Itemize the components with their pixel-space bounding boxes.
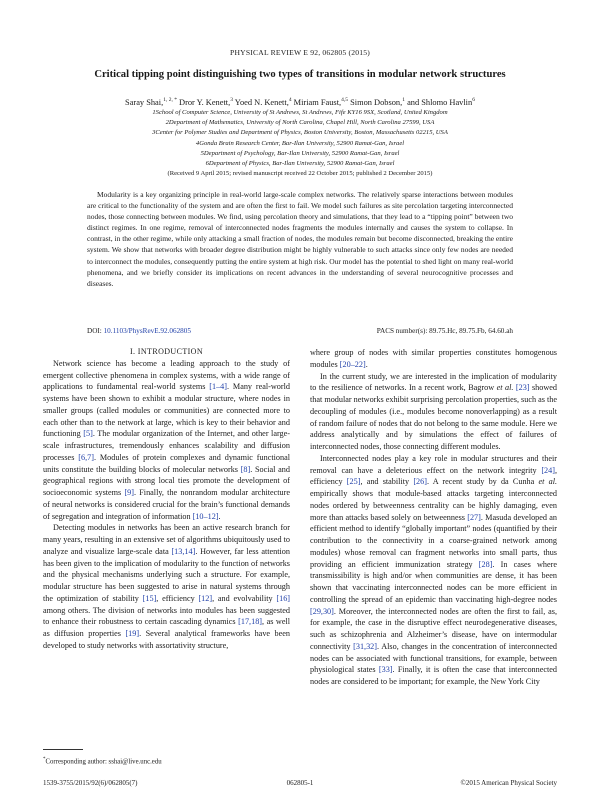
- citation-link[interactable]: [8]: [240, 464, 251, 474]
- body-text: , as well as diffusion properties: [43, 617, 290, 638]
- citation-link[interactable]: [28]: [478, 559, 493, 569]
- author-affiliation-mark: 4,5: [341, 97, 348, 103]
- body-text: et al.: [496, 383, 514, 393]
- citation-link[interactable]: [16]: [276, 593, 291, 603]
- body-text: Detecting modules in networks has been an active research branch for many years, resulting in an extensive set of algorithms ubiquitously used to analyze and visualize large-scale data: [43, 523, 290, 556]
- body-text: .: [365, 359, 368, 369]
- doi-label: DOI:: [87, 327, 102, 335]
- citation-link[interactable]: [27]: [467, 512, 481, 522]
- body-text: In the current study, we are interested in the implication of modularity to the resilience of networks. In a recent work, Bagrow: [310, 371, 557, 393]
- author-affiliation-mark: 6: [472, 97, 475, 103]
- body-text: empirically shows that module-based attacks targeting interconnected nodes ordered by betweenness centrality can be highly damaging, even more than attacks based solely on betweenness: [310, 489, 557, 522]
- body-text: . Several analytical frameworks have been developed to study networks with assortativity structure,: [43, 629, 290, 650]
- body-text: where group of nodes with similar properties constitutes homogenous modules: [310, 348, 557, 369]
- body-text: . However, far less attention has been given to the implication of modularity to the function of networks and the physical mechanisms underlying such a structure. For example, modular structure has been suggested to arise in natural systems through the optimization of stability: [43, 546, 290, 603]
- body-text: , efficiency: [156, 593, 199, 603]
- body-text: , efficiency: [310, 465, 557, 487]
- citation-link[interactable]: [12]: [198, 593, 213, 603]
- body-text: . Social and geographical regions with strong local ties promote the development of socioeconomic systems: [43, 464, 290, 497]
- body-paragraph: [43, 358, 290, 523]
- citation-link[interactable]: [15]: [142, 593, 157, 603]
- footnote: [43, 757, 162, 765]
- author-affiliation-mark: 3: [230, 97, 233, 103]
- body-text: , and evolvability: [212, 593, 277, 603]
- body-text: , and stability: [360, 477, 414, 487]
- body-text: .: [218, 511, 221, 521]
- author-name: Yoed N. Kenett,: [234, 97, 289, 107]
- body-text: among others. The division of networks into modules has been suggested to enhance their robustness to certain cascading dynamics: [43, 605, 290, 627]
- citation-link[interactable]: [31,32]: [353, 641, 377, 651]
- body-text: . Also, changes in the concentration of interconnected nodes can be associated with functional transitions, for example, between physiological states: [310, 641, 557, 675]
- citation-link[interactable]: [10–12]: [192, 511, 219, 521]
- body-text: . The modular organization of the Internet, and other large-scale infrastructures, tremendously enhances scalability and diffusion processes: [43, 429, 290, 462]
- author-affiliation-mark: 1: [402, 97, 405, 103]
- left-column: [43, 346, 290, 652]
- body-text: et al.: [538, 477, 558, 487]
- author-name: and Shlomo Havlin: [407, 97, 473, 107]
- author-name: Saray Shai,: [125, 97, 164, 107]
- section-heading: I. INTRODUCTION: [129, 347, 204, 356]
- footer-page-number: 062805-1: [286, 779, 314, 787]
- author-affiliation-mark: 4: [288, 97, 292, 103]
- body-paragraph: [310, 347, 557, 371]
- affiliations: [40, 108, 560, 179]
- body-text: . Moreover, the interconnected nodes are often the first to fail, as, for example, the case in the disruptive effect neurodegenerative diseases, such as schizophrenia and Alzheimer’s disease, have on intermodular connectivity: [310, 606, 557, 651]
- affiliation-6: 6Department of Physics, Bar-Ilan University, 52900 Ramat-Gan, Israel: [205, 160, 395, 168]
- affiliation-2: 2Department of Mathematics, University of North Carolina, Chapel Hill, North Carolina 27599, USA: [165, 119, 435, 127]
- body-text: . Finally, the nonrandom modular architecture of neural networks is considered crucial for the brain’s functional demands of segregation and integration of information: [43, 488, 290, 521]
- affiliation-3: 3Center for Polymer Studies and Department of Physics, Boston University, Boston, Massachusetts 02215, USA: [152, 129, 448, 137]
- body-paragraph: [310, 371, 557, 453]
- citation-link[interactable]: [1–4]: [209, 382, 227, 392]
- footer-issn: 1539-3755/2015/92(6)/062805(7): [43, 779, 138, 787]
- author-name: Simon Dobson,: [350, 97, 403, 107]
- footnote-rule: [43, 749, 83, 750]
- citation-link[interactable]: [25]: [346, 477, 361, 487]
- citation-link[interactable]: [23]: [515, 383, 530, 393]
- citation-link[interactable]: [26]: [413, 477, 427, 487]
- affiliation-4: 4Gonda Brain Research Center, Bar-Ilan University, 52900 Ramat-Gan, Israel: [195, 139, 405, 147]
- received-dates: (Received 9 April 2015; revised manuscript received 22 October 2015; published 2 December 2015): [167, 170, 433, 178]
- author-name: Miriam Faust,: [293, 97, 342, 107]
- citation-link[interactable]: [29,30]: [310, 606, 334, 616]
- body-text: . Finally, it is often the case that interconnected nodes are considered to be important; for example, the New York City: [310, 665, 557, 686]
- citation-link[interactable]: [17,18]: [238, 617, 263, 627]
- abstract-text: Modularity is a key organizing principle in real-world large-scale complex networks. The relatively sparse interactions between modules are critical to the functionality of the system and are often the first to fail. We model such failures as site percolation targeting interconnected nodes, those connecting between modules. We find, using percolation theory and simulations, that they lead to a “tipping point” between two distinct regimes. In one regime, removal of interconnected nodes fragments the modules internally and causes the system to collapse. In contrast, in the other regime, while only attacking a small fraction of nodes, the modules remain but become disconnected, breaking the entire system. We show that networks with broader degree distribution might be highly vulnerable to such attacks since only few nodes are needed to interconnect the modules, consequently putting the entire system at high risk. Our model has the potential to shed light on many real-world phenomena, and we briefly consider its implications on recent advances in the understanding of several neurocognitive processes and diseases.: [87, 190, 513, 288]
- pacs-numbers: PACS number(s): 89.75.Hc, 89.75.Fb, 64.60.ah: [376, 327, 513, 335]
- doi-link[interactable]: 10.1103/PhysRevE.92.062805: [103, 327, 191, 335]
- author-affiliation-mark: 1, 2, *: [163, 97, 177, 103]
- right-column: [310, 347, 557, 688]
- citation-link[interactable]: [9]: [124, 488, 134, 497]
- author-list: [40, 95, 560, 108]
- body-text: . Masuda developed an efficient method to identify “globally important” nodes (quantified by their contribution to the connectivity in a coarse-grained network among modules) whose removal can fragment networks into small parts, thus providing an efficient immunization strategy: [310, 512, 557, 569]
- citation-link[interactable]: [5]: [83, 429, 93, 439]
- citation-link[interactable]: [24]: [541, 465, 555, 475]
- left-column-body: [43, 358, 290, 652]
- journal-header: PHYSICAL REVIEW E 92, 062805 (2015): [230, 48, 370, 57]
- footnote-mark: *: [43, 757, 46, 762]
- abstract: [87, 189, 513, 289]
- affiliation-1: 1School of Computer Science, University of St Andrews, St Andrews, Fife KY16 9SX, Scotland, United Kingdom: [152, 109, 448, 116]
- citation-link[interactable]: [33]: [378, 665, 393, 675]
- body-text: . Modules of protein complexes and dynamic functional units constitute the building blocks of molecular networks: [43, 452, 290, 474]
- body-text: . Many real-world systems have been shown to exhibit a modular structure, where nodes in smaller groups (called modules or communities) are connected more to each other than to the network at large, which is key to their behavior and functioning: [43, 382, 290, 439]
- citation-link[interactable]: [13,14]: [171, 546, 196, 556]
- body-paragraph: [43, 522, 290, 651]
- body-text: . A recent study by da Cunha: [426, 477, 539, 487]
- author-name: Dror Y. Kenett,: [179, 97, 231, 107]
- body-paragraph: [310, 453, 557, 688]
- affiliation-5: 5Department of Psychology, Bar-Ilan University, 52900 Ramat-Gan, Israel: [200, 149, 400, 157]
- body-text: Interconnected nodes play a key role in modular structures and their removal can have a deleterious effect on the network integrity: [310, 453, 557, 475]
- footnote-text: Corresponding author: sshai@live.unc.edu: [45, 758, 162, 766]
- footer-copyright: ©2015 American Physical Society: [460, 779, 557, 787]
- right-column-body: [310, 347, 557, 688]
- citation-link[interactable]: [20–22]: [339, 359, 366, 369]
- paper-title: Critical tipping point distinguishing two types of transitions in modular network structures: [94, 69, 506, 80]
- body-text: showed that modular networks exhibit surprising percolation properties, such as the decoupling of modules (i.e., modules become nonoverlapping) as a result of random failure of nodes that do not belong to the same module. Here we address analytically and by simulations the effect of failures of interconnected nodes, those connecting different modules.: [310, 383, 558, 451]
- body-text: . In cases where transmissibility is high and/or when communities are dense, it has been shown that vaccinating interconnected nodes can be more efficient in controlling the spread of an epidemic than vaccinating high-degree nodes: [310, 559, 557, 604]
- citation-link[interactable]: [19]: [125, 629, 140, 638]
- doi-line: [87, 327, 191, 335]
- citation-link[interactable]: [6,7]: [78, 452, 94, 462]
- body-text: Network science has become a leading approach to the study of emergent collective phenomena in complex systems, with a wide range of applications to fundamental real-world systems: [43, 358, 290, 392]
